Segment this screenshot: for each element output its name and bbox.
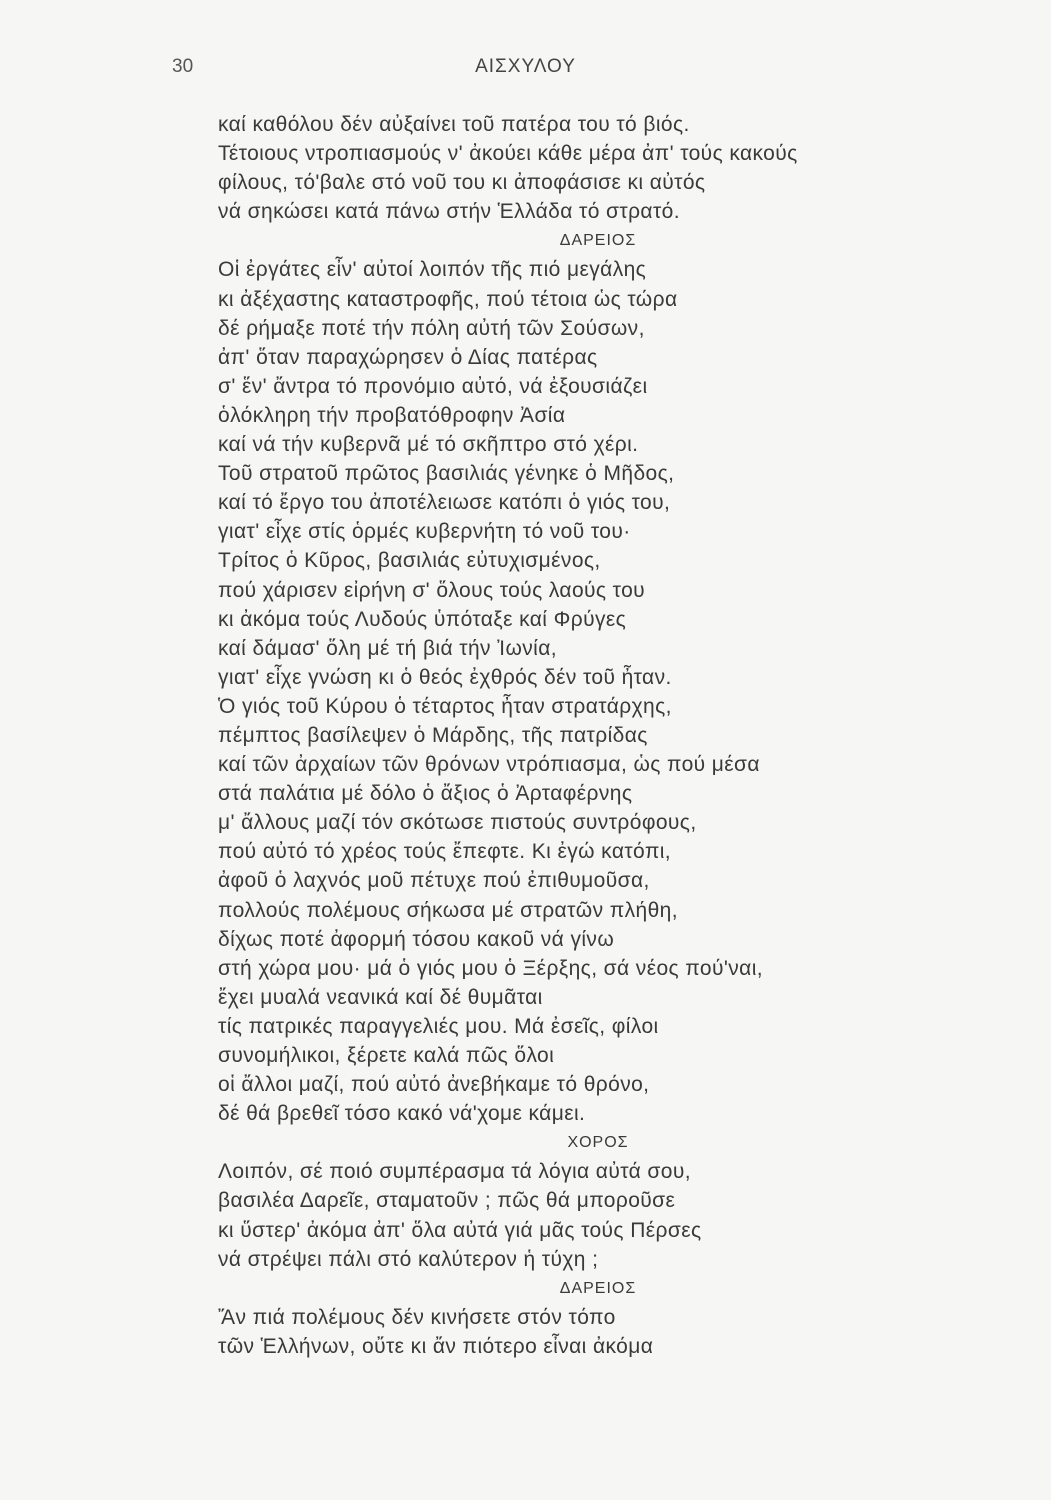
speaker-name — [20, 226, 978, 255]
verse-line: δέ ρήμαξε ποτέ τήν πόλη αὐτή τῶν Σούσων, — [218, 316, 645, 340]
verse-line: πού χάρισεν εἰρήνη σ' ὅλους τούς λαούς του — [218, 578, 646, 602]
verse-line: βασιλέα Δαρεῖε, σταματοῦν ; πῶς θά μποροῦσε — [218, 1189, 676, 1213]
verse-line: καί τῶν ἀρχαίων τῶν θρόνων ντρόπιασμα, ὡς πού μέσα — [218, 753, 760, 777]
verse-line: γιατ' εἶχε στίς ὁρμές κυβερνήτη τό νοῦ του· — [218, 520, 631, 544]
verse-line: καί δάμασ' ὅλη μέ τή βιά τήν Ἰωνία, — [218, 636, 558, 660]
verse-line: πέμπτος βασίλεψεν ὁ Μάρδης, τῆς πατρίδας — [218, 723, 648, 747]
verse-line: κι ἀξέχαστης καταστροφῆς, πού τέτοια ὡς τώρα — [218, 287, 678, 311]
speaker-label: ΧΟΡΟΣ — [567, 1134, 629, 1152]
verse-line: Τρίτος ὁ Κῦρος, βασιλιάς εὐτυχισμένος, — [218, 549, 601, 573]
verse-line: δίχως ποτέ ἀφορμή τόσου κακοῦ νά γίνω — [218, 927, 615, 951]
verse-line: κι ὕστερ' ἀκόμα ἀπ' ὅλα αὐτά γιά μᾶς τούς Πέρσες — [218, 1218, 702, 1242]
verse-line: τίς πατρικές παραγγελιές μου. Μά ἐσεῖς, φίλοι — [218, 1014, 659, 1038]
verse-line: καί καθόλου δέν αὐξαίνει τοῦ πατέρα του τό βιός. — [218, 113, 690, 136]
verse-line: ἀπ' ὅταν παραχώρησεν ὁ Δίας πατέρας — [218, 345, 598, 369]
verse-line: Τοῦ στρατοῦ πρῶτος βασιλιάς γένηκε ὁ Μῆδος, — [218, 462, 675, 486]
verse-line: ἀφοῦ ὁ λαχνός μοῦ πέτυχε πού ἐπιθυμοῦσα, — [218, 869, 650, 893]
verse-text-block — [218, 110, 998, 1361]
running-head: ΑΙΣΧΥΛΟΥ — [475, 56, 576, 77]
verse-line: Τέτοιους ντροπιασμούς ν' ἀκούει κάθε μέρα ἀπ' τούς κακούς — [218, 142, 798, 166]
speaker-label: ΔΑΡΕΙΟΣ — [559, 1279, 637, 1297]
verse-line: στά παλάτια μέ δόλο ὁ ἄξιος ὁ Ἀρταφέρνης — [218, 782, 633, 806]
speaker-label: ΔΑΡΕΙΟΣ — [559, 232, 637, 250]
verse-line: σ' ἕν' ἄντρα τό προνόμιο αὐτό, νά ἐξουσιάζει — [218, 374, 648, 398]
speaker-name — [20, 1128, 978, 1157]
verse-line: κι ἀκόμα τούς Λυδούς ὑπόταξε καί Φρύγες — [218, 607, 627, 631]
verse-line: Οἱ ἐργάτες εἶν' αὐτοί λοιπόν τῆς πιό μεγάλης — [218, 258, 647, 282]
page-number: 30 — [172, 56, 194, 77]
verse-line: δέ θά βρεθεῖ τόσο κακό νά'χομε κάμει. — [218, 1102, 586, 1126]
speaker-name — [20, 1274, 978, 1303]
verse-line: καί νά τήν κυβερνᾶ μέ τό σκῆπτρο στό χέρι. — [218, 433, 639, 457]
verse-line: νά σηκώσει κατά πάνω στήν Ἑλλάδα τό στρατό. — [218, 200, 680, 224]
verse-line: πού αὐτό τό χρέος τούς ἔπεφτε. Κι ἐγώ κατόπι, — [218, 840, 672, 864]
verse-line: Ὁ γιός τοῦ Κύρου ὁ τέταρτος ἦταν στρατάρχης, — [218, 694, 672, 718]
verse-line: μ' ἄλλους μαζί τόν σκότωσε πιστούς συντρόφους, — [218, 811, 697, 835]
verse-line: καί τό ἔργο του ἀποτέλειωσε κατόπι ὁ γιός του, — [218, 491, 671, 515]
verse-line: φίλους, τό'βαλε στό νοῦ του κι ἀποφάσισε κι αὐτός — [218, 171, 706, 195]
verse-line: ἔχει μυαλά νεανικά καί δέ θυμᾶται — [218, 985, 543, 1009]
verse-line: γιατ' εἶχε γνώση κι ὁ θεός ἐχθρός δέν τοῦ ἦταν. — [218, 665, 672, 689]
verse-line: συνομήλικοι, ξέρετε καλά πῶς ὅλοι — [218, 1044, 555, 1067]
verse-line: στή χώρα μου· μά ὁ γιός μου ὁ Ξέρξης, σά νέος πού'ναι, — [218, 956, 764, 980]
verse-line: Λοιπόν, σέ ποιό συμπέρασμα τά λόγια αὐτά σου, — [218, 1160, 691, 1184]
verse-line: ὁλόκληρη τήν προβατόθροφην Ἀσία — [218, 403, 566, 427]
verse-line: τῶν Ἑλλήνων, οὔτε κι ἄν πιότερο εἶναι ἀκόμα — [218, 1334, 654, 1358]
verse-line: πολλούς πολέμους σήκωσα μέ στρατῶν πλήθη, — [218, 898, 678, 922]
verse-line: οἱ ἄλλοι μαζί, πού αὐτό ἀνεβήκαμε τό θρόνο, — [218, 1073, 650, 1097]
verse-line: Ἄν πιά πολέμους δέν κινήσετε στόν τόπο — [218, 1305, 616, 1329]
verse-line: νά στρέψει πάλι στό καλύτερον ἡ τύχη ; — [218, 1247, 599, 1271]
